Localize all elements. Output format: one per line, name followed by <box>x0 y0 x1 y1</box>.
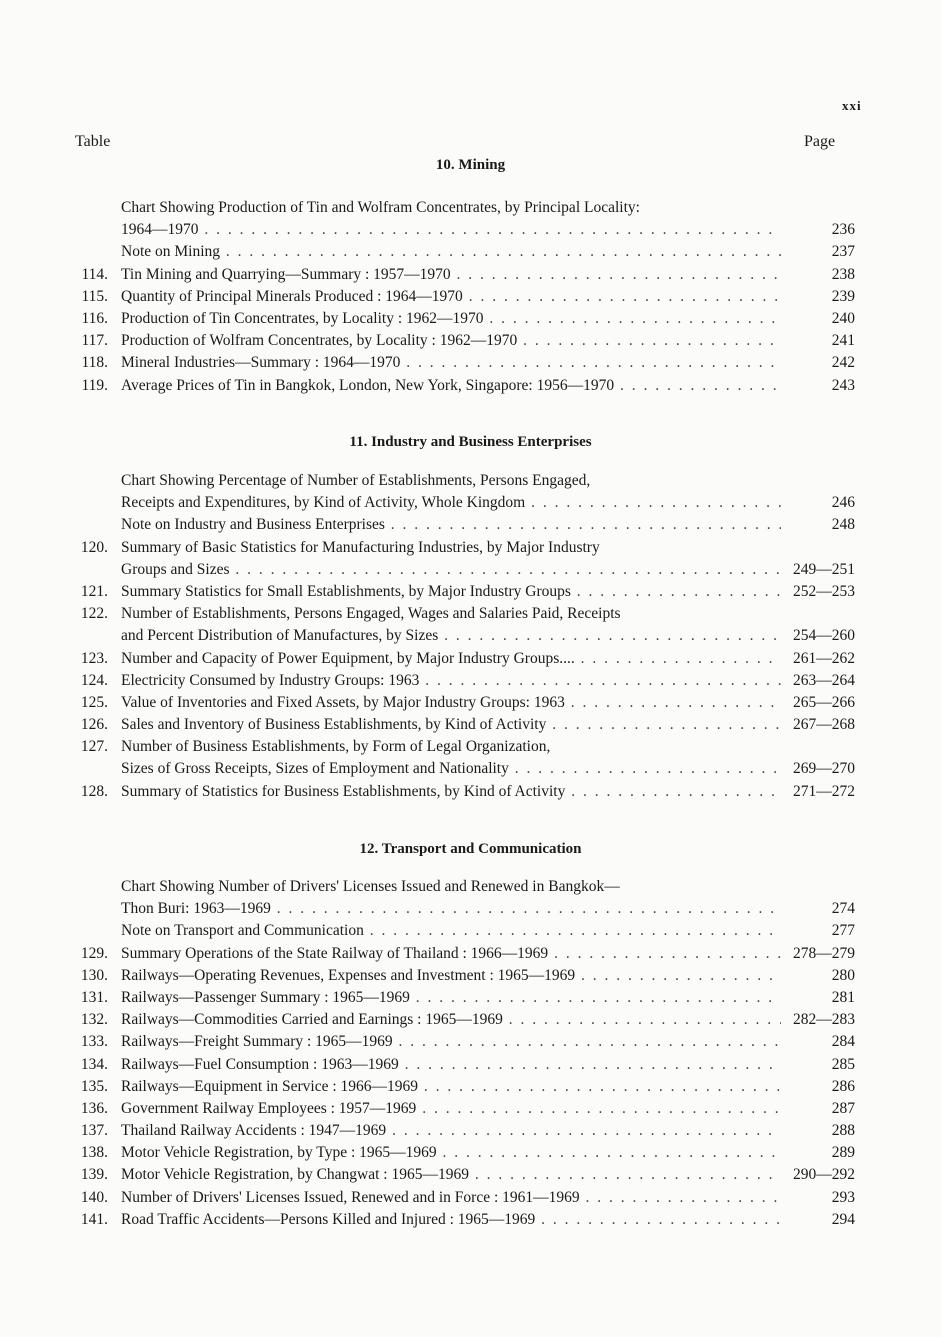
table-number: 137. <box>80 1122 108 1140</box>
toc-entry-row <box>0 1031 941 1053</box>
toc-entry-row <box>0 1009 941 1031</box>
toc-entry-row <box>0 330 941 352</box>
table-title: Railways—Commodities Carried and Earnings : 1965—1969 . . . <box>121 1009 781 1031</box>
section-title: 11. Industry and Business Enterprises <box>349 434 592 450</box>
toc-entry-row <box>0 603 941 625</box>
table-title: Railways—Freight Summary : 1965—1969 . . . <box>121 1031 781 1053</box>
page-reference: 236 <box>831 221 855 239</box>
page-column-header: Page <box>804 133 836 150</box>
page-reference: 289 <box>831 1144 855 1162</box>
toc-entry-row <box>0 375 941 397</box>
table-title: Summary Operations of the State Railway of Thailand : 1966—1969 . . . <box>121 943 781 965</box>
page-reference: 282—283 <box>793 1011 855 1029</box>
table-title: Production of Wolfram Concentrates, by Locality : 1962—1970 . . . <box>121 330 781 352</box>
toc-entry-row <box>0 470 941 492</box>
page-reference: 246 <box>831 494 855 512</box>
page-reference: 284 <box>831 1033 855 1051</box>
toc-entry-row <box>0 758 941 780</box>
page-reference: 277 <box>831 922 855 940</box>
page-reference: 271—272 <box>793 782 855 800</box>
toc-entry-row <box>0 1187 941 1209</box>
table-title: Number of Business Establishments, by Form of Legal Organization, <box>121 738 551 756</box>
page-reference: 280 <box>831 966 855 984</box>
page-reference: 294 <box>831 1210 855 1228</box>
toc-entry-row <box>0 692 941 714</box>
page-reference: 261—262 <box>793 649 855 667</box>
table-title: Motor Vehicle Registration, by Type : 1965—1969 . . . <box>121 1142 781 1164</box>
toc-entry-row <box>0 943 941 965</box>
toc-entry-row <box>0 670 941 692</box>
page-reference: 293 <box>831 1188 855 1206</box>
table-title: Production of Tin Concentrates, by Locality : 1962—1970 . . . <box>121 308 781 330</box>
page-reference: 241 <box>831 332 855 350</box>
table-title: Motor Vehicle Registration, by Changwat : 1965—1969 . . . <box>121 1164 781 1186</box>
table-title: Summary of Basic Statistics for Manufacturing Industries, by Major Industry <box>121 538 600 556</box>
toc-entry-row <box>0 965 941 987</box>
table-title: Tin Mining and Quarrying—Summary : 1957—1970 . . . <box>121 264 781 286</box>
table-title: Sizes of Gross Receipts, Sizes of Employment and Nationality . . . <box>121 758 781 780</box>
table-number: 132. <box>80 1011 108 1029</box>
table-title: Number and Capacity of Power Equipment, by Major Industry Groups.... . . . <box>121 648 781 670</box>
page-reference: 290—292 <box>793 1166 855 1184</box>
table-number: 139. <box>80 1166 108 1184</box>
toc-entry-row <box>0 537 941 559</box>
table-title: Note on Transport and Communication . . . <box>121 920 781 942</box>
page-reference: 243 <box>831 376 855 394</box>
table-title: Railways—Passenger Summary : 1965—1969 . . . <box>121 987 781 1009</box>
toc-entry-row <box>0 1142 941 1164</box>
table-number: 140. <box>80 1188 108 1206</box>
toc-entry-row <box>0 1209 941 1231</box>
table-number: 129. <box>80 944 108 962</box>
section-title: 12. Transport and Communication <box>359 841 582 857</box>
toc-entry-row <box>0 625 941 647</box>
section-entries <box>0 197 941 397</box>
toc-entry-row <box>0 736 941 758</box>
page-reference: 269—270 <box>793 760 855 778</box>
table-title: Railways—Fuel Consumption : 1963—1969 . . . <box>121 1054 781 1076</box>
page-reference: 242 <box>831 354 855 372</box>
table-title: Chart Showing Percentage of Number of Establishments, Persons Engaged, <box>121 472 591 489</box>
page-reference: 278—279 <box>793 944 855 962</box>
table-number: 120. <box>80 538 108 556</box>
table-number: 114. <box>81 265 108 283</box>
table-title: Railways—Operating Revenues, Expenses and Investment : 1965—1969 . . . <box>121 965 781 987</box>
table-title: Summary Statistics for Small Establishments, by Major Industry Groups . . . <box>121 581 781 603</box>
page-reference: 239 <box>831 287 855 305</box>
section-title: 10. Mining <box>435 157 506 173</box>
page-reference: 286 <box>831 1077 855 1095</box>
toc-entry-row <box>0 876 941 898</box>
toc-entry-row <box>0 1076 941 1098</box>
table-title: Summary of Statistics for Business Establishments, by Kind of Activity . . . <box>121 781 781 803</box>
page-reference: 274 <box>831 900 855 918</box>
page-reference: 263—264 <box>793 671 855 689</box>
table-title: Thon Buri: 1963—1969 . . . <box>121 898 781 920</box>
section-entries <box>0 876 941 1231</box>
table-number: 122. <box>80 605 108 623</box>
table-column-header: Table <box>75 133 111 150</box>
toc-entry-row <box>0 1164 941 1186</box>
table-title: Average Prices of Tin in Bangkok, London, New York, Singapore: 1956—1970 . . . <box>121 375 781 397</box>
table-number: 141. <box>80 1210 108 1228</box>
table-number: 128. <box>80 782 108 800</box>
table-number: 116. <box>81 309 108 327</box>
toc-entry-row <box>0 898 941 920</box>
table-number: 119. <box>81 376 108 394</box>
page-reference: 249—251 <box>793 560 855 578</box>
toc-entry-row <box>0 286 941 308</box>
table-title: Receipts and Expenditures, by Kind of Activity, Whole Kingdom . . . <box>121 492 781 514</box>
table-number: 136. <box>80 1099 108 1117</box>
page-reference: 288 <box>831 1122 855 1140</box>
table-number: 131. <box>80 988 108 1006</box>
table-title: and Percent Distribution of Manufactures, by Sizes . . . <box>121 625 781 647</box>
toc-entry-row <box>0 352 941 374</box>
table-number: 121. <box>80 582 108 600</box>
table-title: 1964—1970 . . . <box>121 219 781 241</box>
page-reference: 267—268 <box>793 716 855 734</box>
toc-entry-row <box>0 492 941 514</box>
table-title: Government Railway Employees : 1957—1969 . . . <box>121 1098 781 1120</box>
toc-entry-row <box>0 197 941 219</box>
page-reference: 240 <box>831 309 855 327</box>
table-title: Chart Showing Number of Drivers' Licenses Issued and Renewed in Bangkok— <box>121 878 620 895</box>
table-number: 117. <box>81 332 108 350</box>
page-reference: 281 <box>831 988 855 1006</box>
table-title: Electricity Consumed by Industry Groups: 1963 . . . <box>121 670 781 692</box>
toc-entry-row <box>0 264 941 286</box>
page-number: xxi <box>842 98 862 113</box>
toc-entry-row <box>0 581 941 603</box>
page-reference: 248 <box>831 516 855 534</box>
table-title: Chart Showing Production of Tin and Wolfram Concentrates, by Principal Locality: <box>121 199 640 216</box>
page-reference: 238 <box>831 265 855 283</box>
table-title: Note on Mining . . . <box>121 241 781 263</box>
toc-entry-row <box>0 781 941 803</box>
table-title: Value of Inventories and Fixed Assets, by Major Industry Groups: 1963 . . . <box>121 692 781 714</box>
table-number: 126. <box>80 716 108 734</box>
table-number: 115. <box>81 287 108 305</box>
toc-entry-row <box>0 308 941 330</box>
table-number: 125. <box>80 693 108 711</box>
table-title: Quantity of Principal Minerals Produced : 1964—1970 . . . <box>121 286 781 308</box>
table-number: 138. <box>80 1144 108 1162</box>
toc-entry-row <box>0 714 941 736</box>
table-number: 130. <box>80 966 108 984</box>
page-reference: 252—253 <box>793 582 855 600</box>
table-number: 133. <box>80 1033 108 1051</box>
table-title: Number of Establishments, Persons Engaged, Wages and Salaries Paid, Receipts <box>121 605 621 623</box>
table-title: Road Traffic Accidents—Persons Killed and Injured : 1965—1969 . . . <box>121 1209 781 1231</box>
toc-entry-row <box>0 559 941 581</box>
table-title: Thailand Railway Accidents : 1947—1969 . . . <box>121 1120 781 1142</box>
table-title: Railways—Equipment in Service : 1966—1969 . . . <box>121 1076 781 1098</box>
page-reference: 265—266 <box>793 693 855 711</box>
page-reference: 254—260 <box>793 627 855 645</box>
page-reference: 237 <box>831 243 855 261</box>
table-title: Note on Industry and Business Enterprises . . . <box>121 514 781 536</box>
table-number: 123. <box>80 649 108 667</box>
page-reference: 285 <box>831 1055 855 1073</box>
table-number: 118. <box>81 354 108 372</box>
toc-entry-row <box>0 219 941 241</box>
section-entries <box>0 470 941 803</box>
toc-entry-row <box>0 1054 941 1076</box>
page-reference: 287 <box>831 1099 855 1117</box>
table-number: 134. <box>80 1055 108 1073</box>
toc-entry-row <box>0 920 941 942</box>
toc-entry-row <box>0 514 941 536</box>
toc-entry-row <box>0 648 941 670</box>
table-number: 124. <box>80 671 108 689</box>
table-number: 127. <box>80 738 108 756</box>
table-title: Groups and Sizes . . . <box>121 559 781 581</box>
table-title: Sales and Inventory of Business Establishments, by Kind of Activity . . . <box>121 714 781 736</box>
toc-entry-row <box>0 241 941 263</box>
toc-entry-row <box>0 1098 941 1120</box>
table-title: Mineral Industries—Summary : 1964—1970 . . . <box>121 352 781 374</box>
table-number: 135. <box>80 1077 108 1095</box>
toc-entry-row <box>0 987 941 1009</box>
toc-entry-row <box>0 1120 941 1142</box>
table-title: Number of Drivers' Licenses Issued, Renewed and in Force : 1961—1969 . . . <box>121 1187 781 1209</box>
